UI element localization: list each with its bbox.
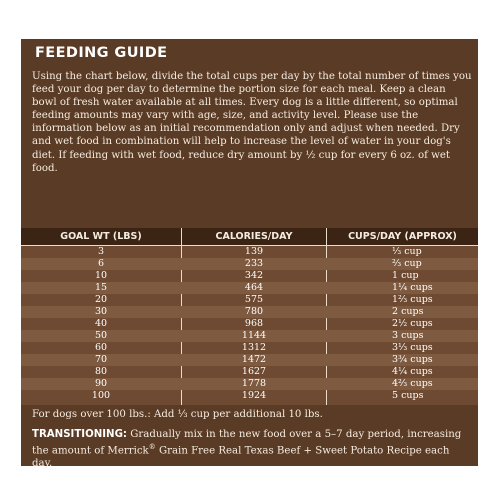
table-header xyxy=(21,228,478,246)
cell-goal-weight: 50 xyxy=(94,330,108,341)
cell-calories: 1778 xyxy=(241,378,267,389)
cell-calories: 1924 xyxy=(241,390,267,401)
cell-goal-weight: 10 xyxy=(94,270,108,281)
table-row xyxy=(21,282,478,294)
registered-mark: ® xyxy=(148,443,156,451)
cell-goal-weight: 80 xyxy=(94,366,108,377)
table-body xyxy=(21,246,478,402)
cell-calories: 1627 xyxy=(241,366,267,377)
cell-cups: 3 cups xyxy=(392,330,424,341)
cell-goal-weight: 6 xyxy=(97,258,105,269)
cell-goal-weight: 40 xyxy=(94,318,108,329)
cell-cups: 2½ cups xyxy=(392,318,433,329)
cell-calories: 780 xyxy=(244,306,264,317)
table-row xyxy=(21,366,478,378)
cell-calories: 1312 xyxy=(241,342,267,353)
cell-cups: 1¼ cups xyxy=(392,282,433,293)
table-row xyxy=(21,354,478,366)
transition-text-before: Gradually mix in the new food over a 5–7 day period, increasing the amount of Merrick xyxy=(32,429,462,457)
cell-calories: 1144 xyxy=(241,330,267,341)
feeding-instructions: Using the chart below, divide the total cups per day by the total number of times you feed your dog per day to determine the portion size for each meal. Keep a clean bowl of fresh water available at all times. Every dog is a little different, so optimal feeding amounts may vary with age, size, and activity level. Please use the information below as an initial recommendation only and adjust when needed. Dry and wet food in combination will help to increase the level of water in your dog's diet. If feeding with wet food, reduce dry amount by ½ cup for every 6 oz. of wet food. xyxy=(32,71,472,174)
cell-goal-weight: 15 xyxy=(94,282,108,293)
transition-label: TRANSITIONING: xyxy=(32,429,128,440)
cell-goal-weight: 30 xyxy=(94,306,108,317)
cell-cups: 1 cup xyxy=(392,270,419,281)
table-row xyxy=(21,318,478,330)
table-row xyxy=(21,306,478,318)
cell-cups: ⅔ cup xyxy=(392,258,422,269)
cell-cups: 4⅔ cups xyxy=(392,378,433,389)
cell-calories: 139 xyxy=(244,246,264,257)
table-row xyxy=(21,342,478,354)
cell-cups: 3¾ cups xyxy=(392,354,433,365)
table-row xyxy=(21,270,478,282)
cell-cups: 4¼ cups xyxy=(392,366,433,377)
large-dog-note: For dogs over 100 lbs.: Add ⅓ cup per additional 10 lbs. xyxy=(32,409,323,420)
transition-note xyxy=(32,428,472,470)
cell-goal-weight: 20 xyxy=(94,294,108,305)
cell-goal-weight: 100 xyxy=(91,390,111,401)
cell-goal-weight: 3 xyxy=(97,246,105,257)
cell-calories: 575 xyxy=(244,294,264,305)
cell-cups: 5 cups xyxy=(392,390,424,401)
table-row xyxy=(21,246,478,258)
table-row xyxy=(21,258,478,270)
cell-goal-weight: 70 xyxy=(94,354,108,365)
table-row xyxy=(21,330,478,342)
feeding-table xyxy=(21,228,478,405)
table-row xyxy=(21,378,478,390)
feeding-guide-panel xyxy=(21,39,478,470)
cell-calories: 1472 xyxy=(241,354,267,365)
header-calories: CALORIES/DAY xyxy=(215,231,293,242)
cell-goal-weight: 60 xyxy=(94,342,108,353)
cell-calories: 342 xyxy=(244,270,264,281)
cell-calories: 968 xyxy=(244,318,264,329)
cell-cups: 2 cups xyxy=(392,306,424,317)
cell-cups: ⅓ cup xyxy=(392,246,422,257)
table-row xyxy=(21,294,478,306)
cell-calories: 464 xyxy=(244,282,264,293)
cell-cups: 1⅔ cups xyxy=(392,294,433,305)
cell-cups: 3⅓ cups xyxy=(392,342,433,353)
table-row xyxy=(21,390,478,402)
feeding-guide-heading: FEEDING GUIDE xyxy=(35,45,168,61)
header-cups: CUPS/DAY (APPROX) xyxy=(348,231,457,242)
cell-calories: 233 xyxy=(244,258,264,269)
header-goal-weight: GOAL WT (LBS) xyxy=(60,231,142,242)
transition-text-after: Grain Free Real Texas Beef + Sweet Potato Recipe each day. xyxy=(32,445,450,470)
cell-goal-weight: 90 xyxy=(94,378,108,389)
